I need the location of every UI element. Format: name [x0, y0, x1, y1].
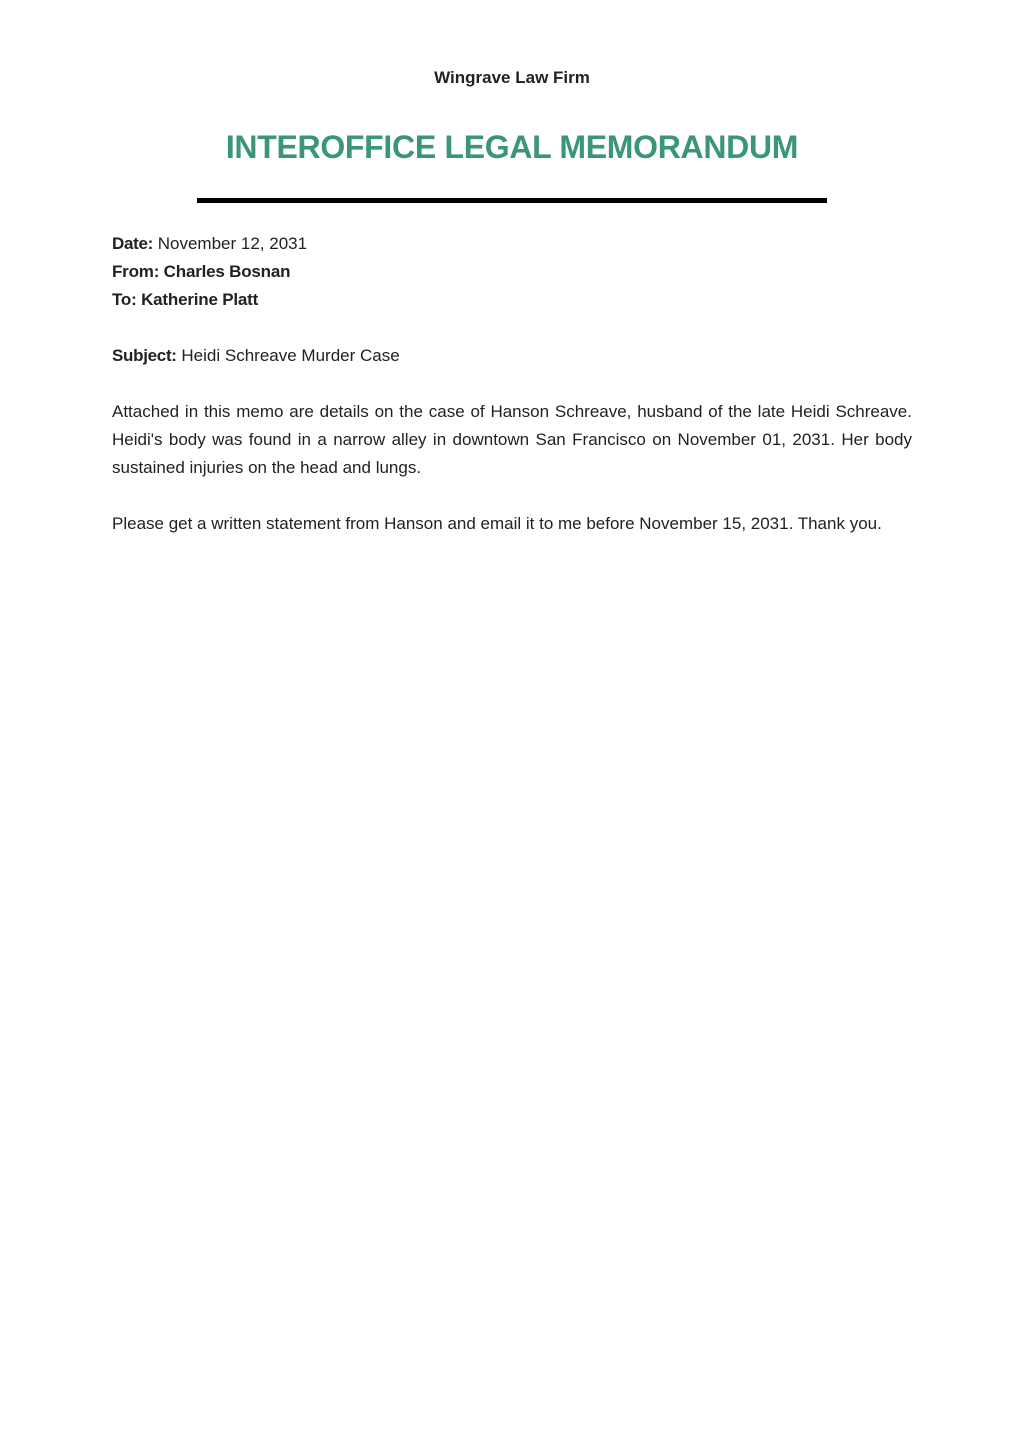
spacer — [112, 482, 912, 510]
subject-line — [112, 342, 912, 370]
subject-value: Heidi Schreave Murder Case — [181, 346, 400, 365]
date-line — [112, 230, 912, 258]
body-paragraph: Please get a written statement from Hanson and email it to me before November 15, 2031. Thank you. — [112, 514, 882, 533]
spacer — [112, 314, 912, 342]
date-value: November 12, 2031 — [157, 234, 308, 253]
body-paragraph: Attached in this memo are details on the case of Hanson Schreave, husband of the late Heidi Schreave. Heidi's body was found in a narrow alley in downtown San Francisco on November 01, 2031. Her body sustained injuries on the head and lungs. — [112, 402, 912, 477]
memo-title: INTEROFFICE LEGAL MEMORANDUM — [225, 129, 799, 165]
spacer — [112, 370, 912, 398]
to-line: To: Katherine Platt — [112, 290, 259, 309]
subject-label: Subject: — [112, 346, 177, 365]
memo-body — [112, 230, 912, 538]
firm-name: Wingrave Law Firm — [434, 68, 590, 87]
date-label: Date: — [112, 234, 154, 253]
from-line: From: Charles Bosnan — [112, 262, 291, 281]
title-divider — [197, 198, 827, 203]
